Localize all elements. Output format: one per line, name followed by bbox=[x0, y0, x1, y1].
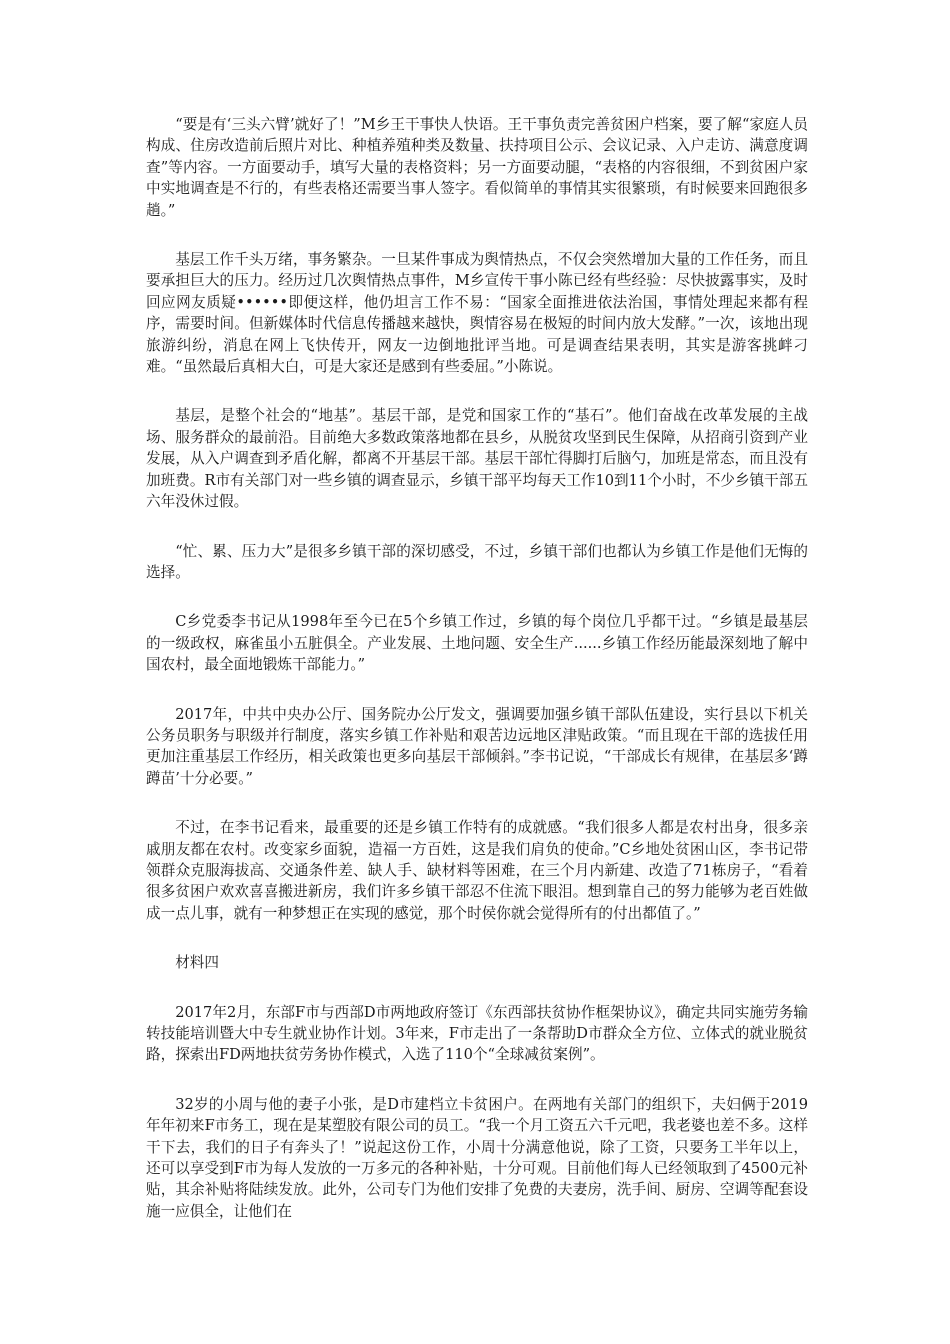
paragraph-1: “要是有‘三头六臂’就好了！”M乡王干事快人快语。王干事负责完善贫困户档案，要了解“家庭人员构成、住房改造前后照片对比、种植养殖种类及数量、扶持项目公示、会议记录、入户走访、满意度调查”等内容。一方面要动手，填写大量的表格资料；另一方面要动腿，“表格的内容很细，不到贫困户家中实地调查是不行的，有些表格还需要当事人签字。看似简单的事情其实很繁琐，有时候要来回跑很多趟。” bbox=[146, 116, 808, 219]
paragraph-7: 不过，在李书记看来，最重要的还是乡镇工作特有的成就感。“我们很多人都是农村出身，很多亲戚朋友都在农村。改变家乡面貌，造福一方百姓，这是我们肩负的使命。”C乡地处贫困山区，李书记带领群众克服海拔高、交通条件差、缺人手、缺材料等困难，在三个月内新建、改造了71栋房子，“看着很多贫困户欢欢喜喜搬进新房，我们许多乡镇干部忍不住流下眼泪。想到靠自己的努力能够为老百姓做成一点儿事，就有一种梦想正在实现的感觉，那个时侯你就会觉得所有的付出都值了。” bbox=[146, 819, 808, 922]
section-heading: 材料四 bbox=[175, 954, 219, 972]
document-body bbox=[146, 114, 808, 1250]
paragraph-6: 2017年，中共中央办公厅、国务院办公厅发文，强调要加强乡镇干部队伍建设，实行县以下机关公务员职务与职级并行制度，落实乡镇工作补贴和艰苦边远地区津贴政策。“而且现在干部的选拔任用更加注重基层工作经历，相关政策也更多向基层干部倾斜。”李书记说，“干部成长有规律，在基层多‘蹲蹲苗’十分必要。” bbox=[146, 705, 808, 787]
paragraph-5: C乡党委李书记从1998年至今已在5个乡镇工作过，乡镇的每个岗位几乎都干过。“乡镇是最基层的一级政权，麻雀虽小五脏俱全。产业发展、土地问题、安全生产......乡镇工作经历能最深刻地了解中国农村，最全面地锻炼干部能力。” bbox=[146, 613, 808, 674]
paragraph-9: 32岁的小周与他的妻子小张，是D市建档立卡贫困户。在两地有关部门的组织下，夫妇俩于2019年年初来F市务工，现在是某塑胶有限公司的员工。“我一个月工资五六千元吧，我老婆也差不多。这样干下去，我们的日子有奔头了！”说起这份工作，小周十分满意他说，除了工资，只要务工半年以上，还可以享受到F市为每人发放的一万多元的各种补贴，十分可观。目前他们每人已经领取到了4500元补贴，其余补贴将陆续发放。此外，公司专门为他们安排了免费的夫妻房，洗手间、厨房、空调等配套设施一应俱全，让他们在 bbox=[146, 1095, 808, 1220]
paragraph-2: 基层工作千头万绪，事务繁杂。一旦某件事成为舆情热点，不仅会突然增加大量的工作任务，而且要承担巨大的压力。经历过几次舆情热点事件，M乡宣传干事小陈已经有些经验：尽快披露事实，及时回应网友质疑••••••即便这样，他仍坦言工作不易：“国家全面推进依法治国，事情处理起来都有程序，需要时间。但新媒体时代信息传播越来越快，舆情容易在极短的时间内放大发酵。”一次，该地出现旅游纠纷，消息在网上飞快传开，网友一边倒地批评当地。可是调查结果表明，其实是游客挑衅刁难。“虽然最后真相大白，可是大家还是感到有些委屈。”小陈说。 bbox=[146, 251, 808, 376]
paragraph-4: “忙、累、压力大”是很多乡镇干部的深切感受，不过，乡镇干部们也都认为乡镇工作是他们无悔的选择。 bbox=[146, 542, 808, 581]
paragraph-8: 2017年2月，东部F市与西部D市两地政府签订《东西部扶贫协作框架协议》，确定共同实施劳务输转技能培训暨大中专生就业协作计划。3年来，F市走出了一条帮助D市群众全方位、立体式的就业脱贫路，探索出FD两地扶贫劳务协作模式，入选了110个“全球减贫案例”。 bbox=[146, 1003, 808, 1064]
paragraph-3: 基层，是整个社会的“地基”。基层干部，是党和国家工作的“基石”。他们奋战在改革发展的主战场、服务群众的最前沿。目前绝大多数政策落地都在县乡，从脱贫攻坚到民生保障，从招商引资到产业发展，从入户调查到矛盾化解，都离不开基层干部。基层干部忙得脚打后脑勺，加班是常态，而且没有加班费。R市有关部门对一些乡镇的调查显示，乡镇干部平均每天工作10到11个小时，不少乡镇干部五六年没休过假。 bbox=[146, 407, 808, 511]
